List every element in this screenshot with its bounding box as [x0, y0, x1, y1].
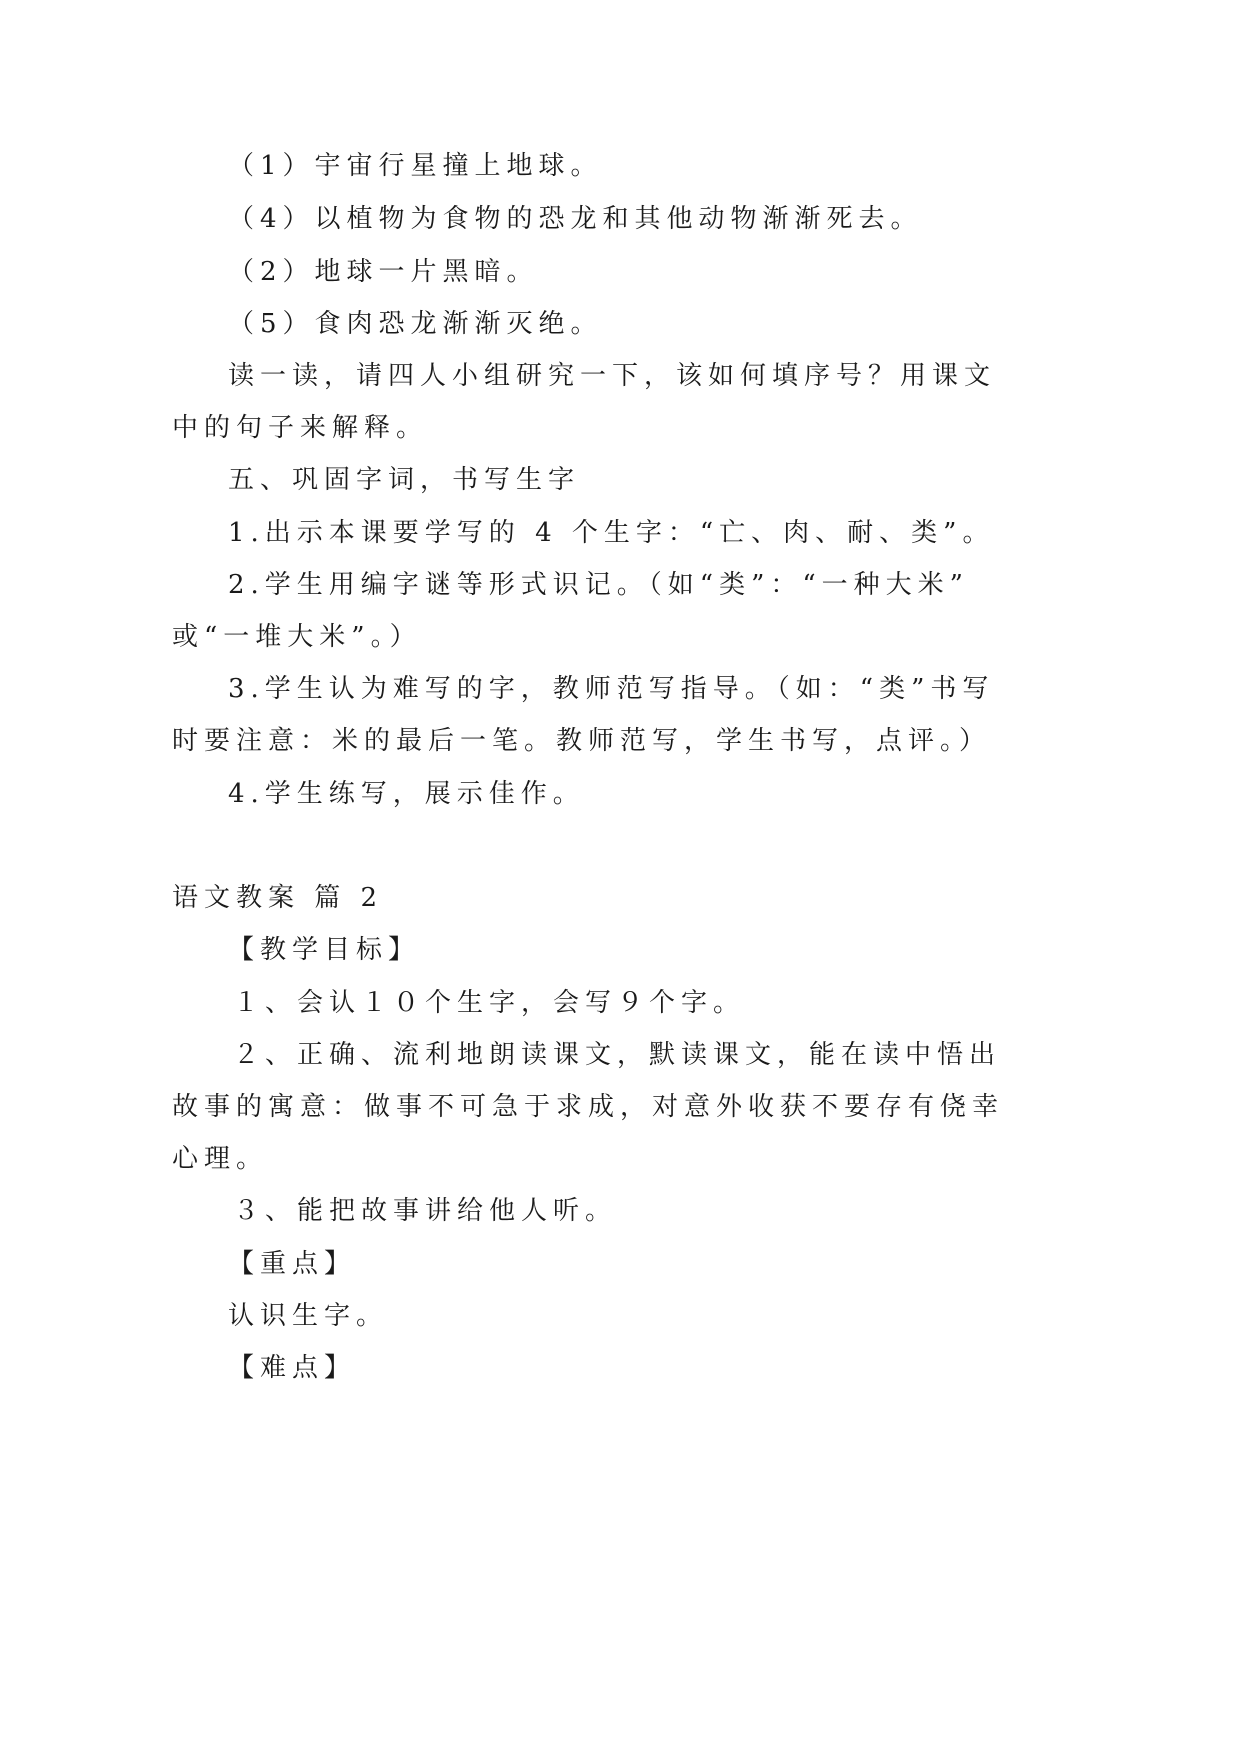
sequence-item-1: （1）宇宙行星撞上地球。	[228, 151, 603, 181]
heading-teaching-goals: 【教学目标】	[228, 935, 421, 965]
goal-2-line-1: ２、正确、流利地朗读课文，默读课文，能在读中悟出	[233, 1040, 1002, 1070]
heading-difficulty: 【难点】	[228, 1353, 357, 1383]
goal-1: １、会认１０个生字，会写９个字。	[233, 988, 746, 1018]
section-heading-5: 五、巩固字词，书写生字	[228, 465, 581, 495]
heading-key-point: 【重点】	[228, 1249, 357, 1279]
step-4: 4.学生练写，展示佳作。	[228, 779, 585, 809]
step-2-line-1: 2.学生用编字谜等形式识记。（如“类”：“一种大米”	[228, 570, 969, 600]
step-3-line-2: 时要注意：米的最后一笔。教师范写，学生书写，点评。）	[172, 726, 992, 756]
sequence-item-2: （2）地球一片黑暗。	[228, 257, 539, 287]
instruction-paragraph-line-2: 中的句子来解释。	[172, 413, 429, 443]
sequence-item-5: （5）食肉恐龙渐渐灭绝。	[228, 309, 603, 339]
step-2-line-2: 或“一堆大米”。）	[172, 622, 422, 652]
sequence-item-4: （4）以植物为食物的恐龙和其他动物渐渐死去。	[228, 204, 923, 234]
lesson-plan-title: 语文教案 篇 2	[172, 883, 384, 913]
goal-2-line-2: 故事的寓意：做事不可急于求成，对意外收获不要存有侥幸	[172, 1092, 1005, 1122]
step-3-line-1: 3.学生认为难写的字，教师范写指导。（如：“类”书写	[228, 674, 995, 704]
goal-2-line-3: 心理。	[172, 1144, 269, 1174]
goal-3: ３、能把故事讲给他人听。	[233, 1196, 618, 1226]
instruction-paragraph-line-1: 读一读，请四人小组研究一下，该如何填序号？用课文	[228, 361, 997, 391]
step-1: 1.出示本课要学写的 4 个生字：“亡、肉、耐、类”。	[228, 518, 995, 548]
key-point-text: 认识生字。	[228, 1301, 389, 1331]
